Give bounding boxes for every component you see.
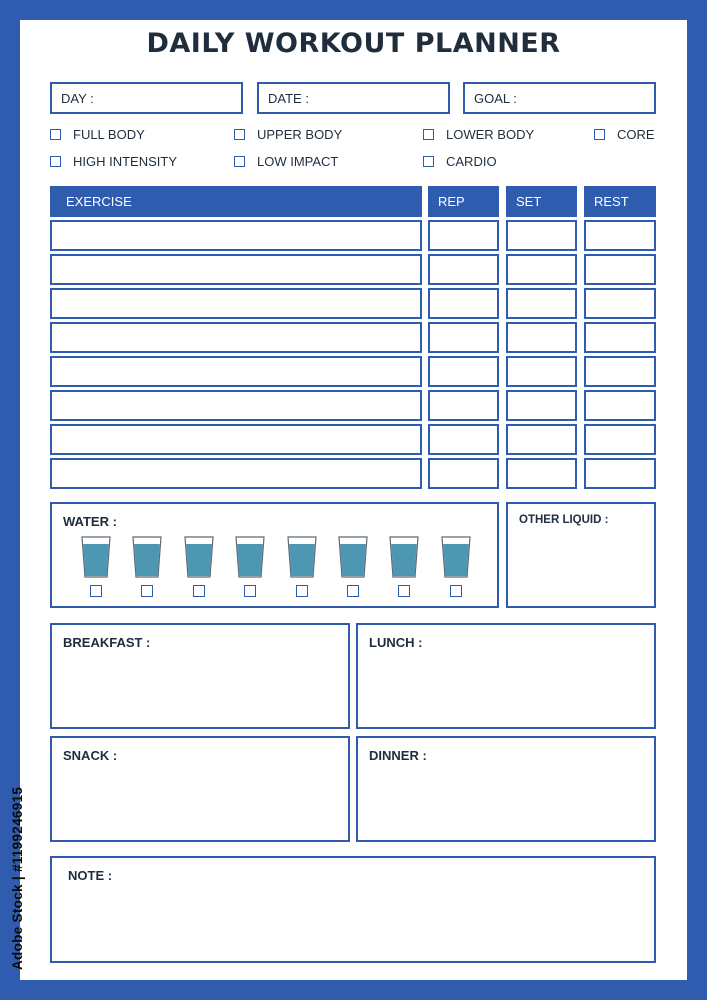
- rep-cell[interactable]: [428, 390, 499, 421]
- set-cell[interactable]: [506, 424, 577, 455]
- water-glass-icon: [286, 535, 318, 579]
- checkbox-icon[interactable]: [234, 156, 245, 167]
- goal-field[interactable]: [463, 82, 656, 114]
- checkbox-lower-body[interactable]: [423, 127, 534, 142]
- checkbox-high-intensity[interactable]: [50, 154, 177, 169]
- water-checkbox[interactable]: [450, 585, 462, 597]
- date-label: DATE :: [268, 91, 309, 106]
- rest-cell[interactable]: [584, 424, 656, 455]
- set-cell[interactable]: [506, 458, 577, 489]
- stock-id-text: Adobe Stock | #1199246915: [10, 786, 25, 970]
- checkbox-label: FULL BODY: [73, 127, 145, 142]
- checkbox-label: CORE: [617, 127, 655, 142]
- water-glass-icon: [337, 535, 369, 579]
- rep-cell[interactable]: [428, 254, 499, 285]
- rep-cell[interactable]: [428, 356, 499, 387]
- water-checkbox[interactable]: [398, 585, 410, 597]
- checkbox-label: LOWER BODY: [446, 127, 535, 142]
- rest-cell[interactable]: [584, 458, 656, 489]
- exercise-cell[interactable]: [50, 390, 422, 421]
- checkbox-cardio[interactable]: [423, 154, 497, 169]
- checkbox-label: HIGH INTENSITY: [73, 154, 178, 169]
- rest-cell[interactable]: [584, 220, 656, 251]
- day-label: DAY :: [61, 91, 94, 106]
- other-liquid-label: OTHER LIQUID :: [519, 514, 609, 526]
- breakfast-label: BREAKFAST :: [63, 635, 151, 650]
- water-checkbox[interactable]: [141, 585, 153, 597]
- set-cell[interactable]: [506, 220, 577, 251]
- water-checkbox[interactable]: [244, 585, 256, 597]
- dinner-panel[interactable]: [356, 736, 656, 842]
- rest-cell[interactable]: [584, 390, 656, 421]
- checkbox-icon[interactable]: [423, 156, 434, 167]
- checkbox-low-impact[interactable]: [234, 154, 338, 169]
- water-glass-icon: [440, 535, 472, 579]
- rep-cell[interactable]: [428, 288, 499, 319]
- goal-label: GOAL :: [474, 91, 517, 106]
- water-checkbox[interactable]: [347, 585, 359, 597]
- checkbox-upper-body[interactable]: [234, 127, 342, 142]
- set-cell[interactable]: [506, 390, 577, 421]
- breakfast-panel[interactable]: [50, 623, 350, 729]
- exercise-cell[interactable]: [50, 322, 422, 353]
- set-cell[interactable]: [506, 288, 577, 319]
- set-cell[interactable]: [506, 356, 577, 387]
- water-glass-icon: [131, 535, 163, 579]
- checkbox-full-body[interactable]: [50, 127, 145, 142]
- rest-cell[interactable]: [584, 322, 656, 353]
- page-title: DAILY WORKOUT PLANNER: [146, 28, 561, 59]
- exercise-cell[interactable]: [50, 424, 422, 455]
- day-field[interactable]: [50, 82, 243, 114]
- column-header-rest: REST: [584, 186, 656, 217]
- snack-label: SNACK :: [63, 748, 118, 763]
- exercise-cell[interactable]: [50, 356, 422, 387]
- dinner-label: DINNER :: [369, 748, 427, 763]
- set-cell[interactable]: [506, 254, 577, 285]
- set-cell[interactable]: [506, 322, 577, 353]
- water-panel: [50, 502, 499, 608]
- note-label: NOTE :: [68, 868, 113, 883]
- snack-panel[interactable]: [50, 736, 350, 842]
- other-liquid-panel[interactable]: [506, 502, 656, 608]
- checkbox-icon[interactable]: [594, 129, 605, 140]
- lunch-label: LUNCH :: [369, 635, 423, 650]
- water-glass-icon: [80, 535, 112, 579]
- checkbox-label: CARDIO: [446, 154, 497, 169]
- rest-cell[interactable]: [584, 356, 656, 387]
- rep-cell[interactable]: [428, 322, 499, 353]
- water-checkbox[interactable]: [193, 585, 205, 597]
- water-glass-icon: [234, 535, 266, 579]
- rep-cell[interactable]: [428, 458, 499, 489]
- column-header-exercise: EXERCISE: [50, 186, 422, 217]
- rep-cell[interactable]: [428, 424, 499, 455]
- water-checkbox[interactable]: [296, 585, 308, 597]
- exercise-cell[interactable]: [50, 220, 422, 251]
- date-field[interactable]: [257, 82, 450, 114]
- checkbox-icon[interactable]: [423, 129, 434, 140]
- column-header-set: SET: [506, 186, 577, 217]
- exercise-cell[interactable]: [50, 254, 422, 285]
- water-checkbox[interactable]: [90, 585, 102, 597]
- rep-cell[interactable]: [428, 220, 499, 251]
- exercise-cell[interactable]: [50, 288, 422, 319]
- checkbox-icon[interactable]: [50, 129, 61, 140]
- lunch-panel[interactable]: [356, 623, 656, 729]
- water-label: WATER :: [63, 514, 117, 529]
- note-panel[interactable]: [50, 856, 656, 963]
- water-glass-icon: [183, 535, 215, 579]
- water-glass-icon: [388, 535, 420, 579]
- rest-cell[interactable]: [584, 288, 656, 319]
- exercise-cell[interactable]: [50, 458, 422, 489]
- column-header-rep: REP: [428, 186, 499, 217]
- checkbox-core[interactable]: [594, 127, 655, 142]
- rest-cell[interactable]: [584, 254, 656, 285]
- checkbox-label: LOW IMPACT: [257, 154, 339, 169]
- checkbox-icon[interactable]: [234, 129, 245, 140]
- checkbox-label: UPPER BODY: [257, 127, 343, 142]
- checkbox-icon[interactable]: [50, 156, 61, 167]
